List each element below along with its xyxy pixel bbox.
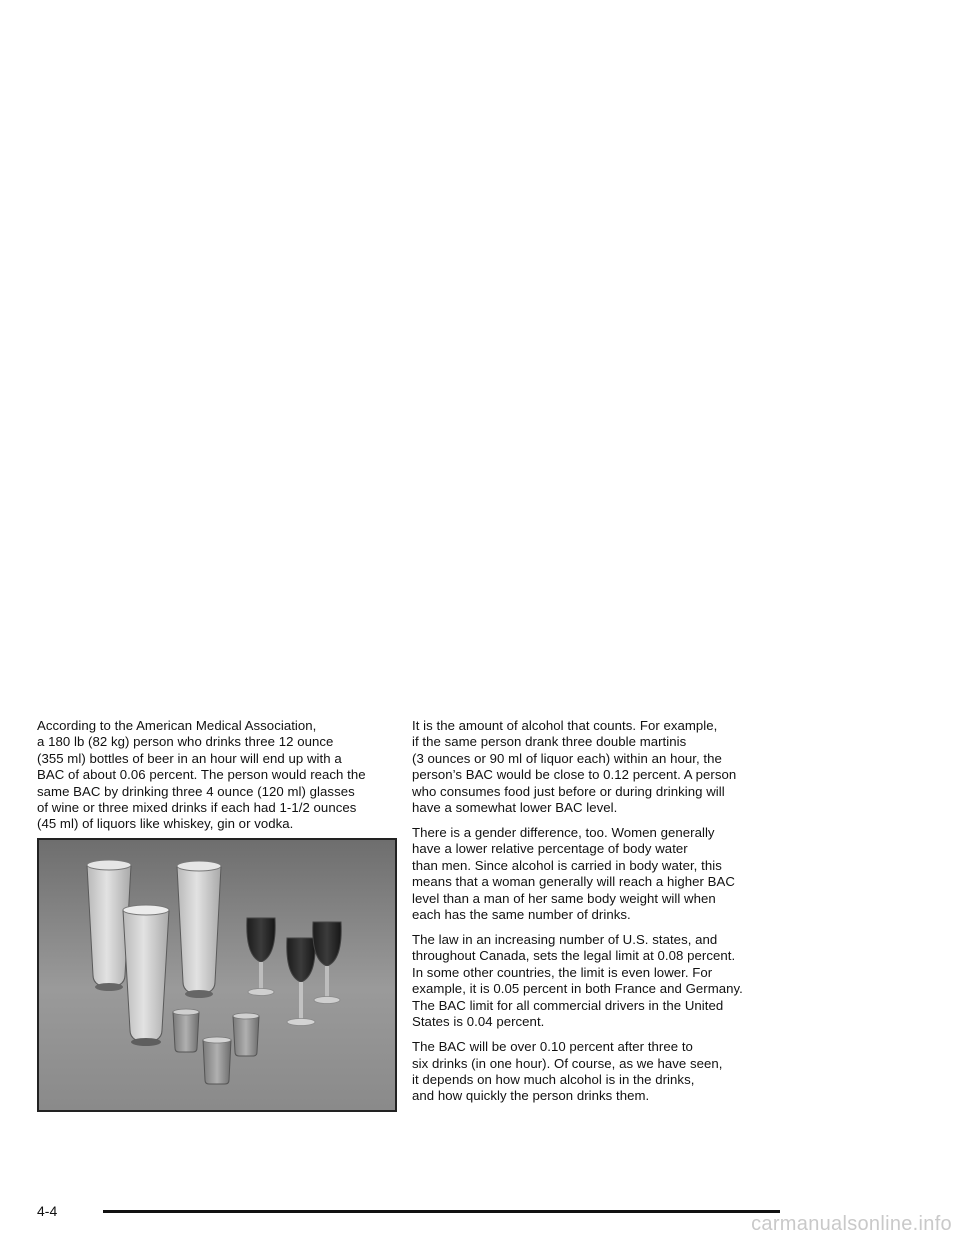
text-line: (45 ml) of liquors like whiskey, gin or vodka.	[37, 816, 294, 832]
paragraph-amount-counts	[412, 718, 792, 816]
text-line: There is a gender difference, too. Women generally	[412, 825, 715, 841]
text-line: a 180 lb (82 kg) person who drinks three 12 ounce	[37, 734, 334, 750]
footer-divider	[103, 1210, 780, 1213]
shot-glass	[173, 1009, 199, 1052]
text-line: States is 0.04 percent.	[412, 1014, 545, 1030]
text-line: The BAC will be over 0.10 percent after three to	[412, 1039, 693, 1055]
shot-glass	[233, 1013, 259, 1056]
text-line: have a lower relative percentage of body water	[412, 841, 688, 857]
text-line: It is the amount of alcohol that counts. For example,	[412, 718, 718, 733]
text-line: person’s BAC would be close to 0.12 percent. A person	[412, 767, 737, 783]
right-column	[412, 718, 792, 1113]
text-line: same BAC by drinking three 4 ounce (120 ml) glasses	[37, 783, 355, 799]
text-line: each has the same number of drinks.	[412, 907, 631, 923]
paragraph-aaa-beer	[37, 718, 397, 833]
text-line: if the same person drank three double martinis	[412, 734, 687, 750]
text-line: BAC of about 0.06 percent. The person would reach the	[37, 767, 366, 783]
text-line: The BAC limit for all commercial drivers in the United	[412, 997, 724, 1013]
text-line: it depends on how much alcohol is in the drinks,	[412, 1071, 695, 1087]
drinks-photo	[37, 838, 397, 1112]
text-line: have a somewhat lower BAC level.	[412, 800, 618, 816]
beer-glass	[123, 905, 169, 1046]
text-line: (355 ml) bottles of beer in an hour will end up with a	[37, 750, 342, 766]
text-line: level than a man of her same body weight will when	[412, 890, 716, 906]
text-line: example, it is 0.05 percent in both France and Germany.	[412, 981, 743, 997]
text-line: The law in an increasing number of U.S. states, and	[412, 932, 718, 948]
text-line: who consumes food just before or during drinking will	[412, 783, 725, 799]
text-line: (3 ounces or 90 ml of liquor each) within an hour, the	[412, 750, 722, 766]
paragraph-legal-limit	[412, 932, 792, 1030]
page-number: 4-4	[37, 1203, 58, 1219]
left-column	[37, 718, 397, 833]
text-line: In some other countries, the limit is even lower. For	[412, 964, 713, 980]
text-line: and how quickly the person drinks them.	[412, 1088, 650, 1104]
watermark: carmanualsonline.info	[751, 1213, 952, 1235]
shot-glass	[203, 1037, 231, 1084]
text-line: means that a woman generally will reach a higher BAC	[412, 874, 735, 890]
beer-glass	[177, 861, 221, 998]
drinks-photo-icon	[39, 840, 395, 1110]
text-line: According to the American Medical Association,	[37, 718, 317, 733]
text-line: than men. Since alcohol is carried in body water, this	[412, 857, 722, 873]
text-line: six drinks (in one hour). Of course, as we have seen,	[412, 1055, 723, 1071]
text-line: throughout Canada, sets the legal limit at 0.08 percent.	[412, 948, 736, 964]
text-line: of wine or three mixed drinks if each had 1-1/2 ounces	[37, 800, 357, 816]
paragraph-over-limit	[412, 1039, 792, 1105]
paragraph-gender-difference	[412, 825, 792, 923]
